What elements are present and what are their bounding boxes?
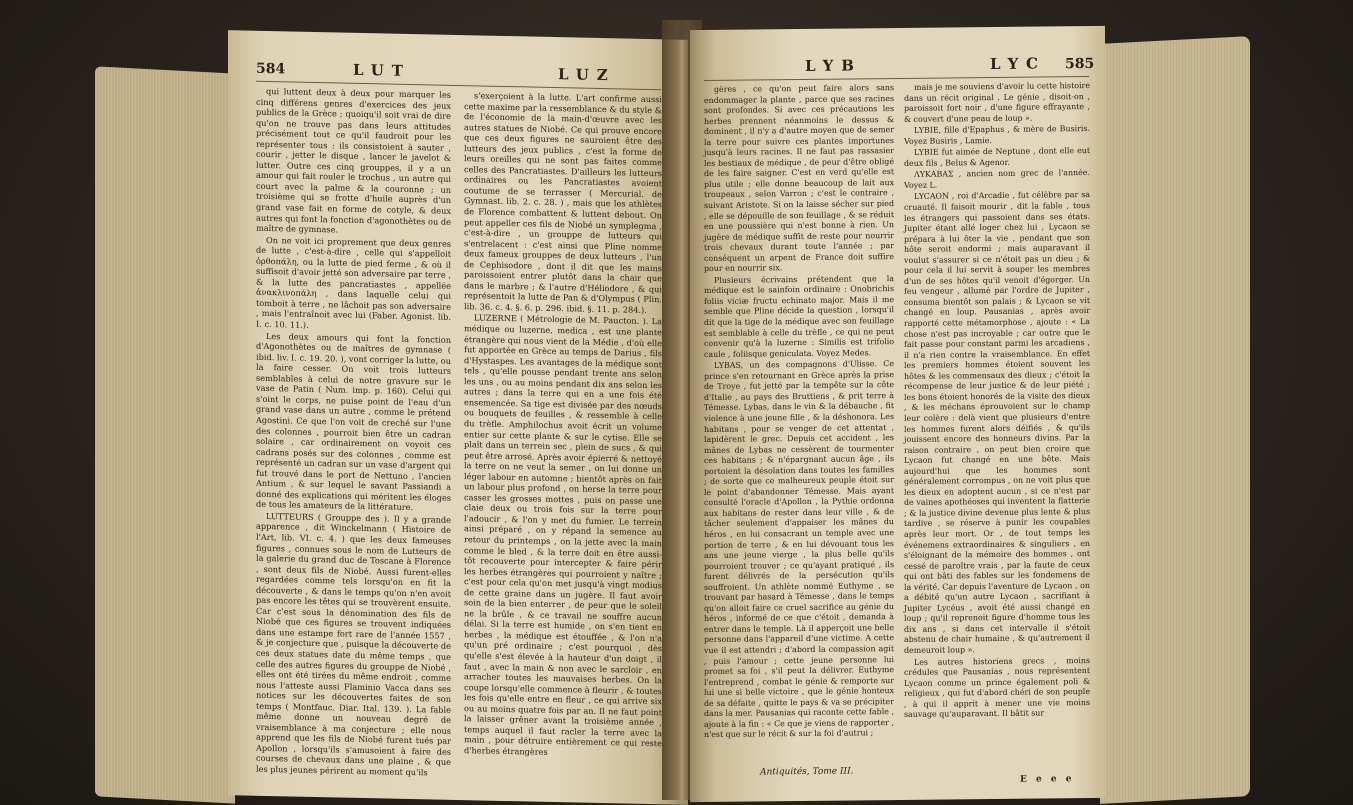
paragraph: s'exerçoient à la lutte. L'art confirme aussi cette maxime par la ressemblance & du style & de l'économie de la main-d'œuvre avec les autres statues de Niobé. Ce qui prouve encore que ces deux figures ne sauroient être des lutteurs des jeux publics , c'est la forme de leurs oreilles qui ne sont pas faites comme celles des Pancratiastes. D'ailleurs les lutteurs ordinaires ou les Pancratiastes avoient coutume de se terrasser ( Mercurial. de Gymnast. lib. 2. c. 28. ) , mais que les athlètes de Florence combattent & luttent debout. On peut appeller ces fils de Niobé un symplegma , c'est-à-dire , un grouppe de lutteurs qui s'entrelacent : c'est ainsi que Pline nomme deux fameux grouppes de deux lutteurs , l'un de Cephisodore , dont il dit que les mains paroissoient entrer plutôt dans la chair que dans le marbre ; & l'autre d'Héliodore , & qui représentoit la lutte de Pan & d'Olympus ( Plin. lib. 36. c. 4. §. 6. p. 296. ibid. §. 11. p. 284.).: [464, 90, 662, 315]
paragraph: ΛΥΚΑΒΑΣ , ancien nom grec de l'année. Voyez L.: [904, 168, 1090, 190]
page-number-right: 585: [1065, 55, 1095, 73]
headword-left-2: LUZ: [558, 65, 616, 85]
signature-mark: E e e e: [1020, 774, 1075, 785]
paragraph: mais je me souviens d'avoir lu cette histoire dans un récit original . Le génie , disoit-on , paroissoit fort noir , d'une figure effrayante , & couvert d'une peau de loup ».: [904, 80, 1090, 124]
right-page: [690, 26, 1105, 802]
paragraph: LYBIE fut aimée de Neptune , dont elle eut deux fils , Belus & Agenor.: [904, 146, 1090, 168]
right-column-2: [904, 81, 1090, 722]
left-page-edges: [95, 66, 235, 803]
paragraph: Plusieurs écrivains prétendent que la médique est le sainfoin ordinaire : Onobrichis foliis viciæ fructu echinato major. Mais il me semble que Pline décide la question , lorsqu'il dit que la tige de la médique avec son feuillage est semblable à celle du trèfle , ce qui ne peut convenir qu'à la luzerne : Similis est trifolio caule , foliisque geniculata. Voyez Medes.: [704, 273, 894, 359]
paragraph: LUTTEURS ( Grouppe des ). Il y a grande apparence , dit Winckelmann ( Histoire de l'Art, lib. VI. c. 4. ) que les deux fameuses figures , connues sous le nom de Lutteurs de la galerie du grand duc de Toscane à Florence , sont deux fils de Niobé. Aussi furent-elles regardées comme tels lorsqu'on en fit la découverte , & dans le temps qu'on n'en avoit pas encore les têtes qui se trouvèrent ensuite. Car c'est sous la dénomination des fils de Niobé que ces figures se trouvent indiquées dans une estampe fort rare de l'année 1557 , & je conjecture que , puisque la découverte de ces deux statues date du même temps , que celle des autres figures du grouppe de Niobé , elles ont été tirées du même endroit , comme nous l'atteste aussi Flaminio Vacca dans ses notices sur les découvertes faites de son temps ( Montfauc. Diar. Ital. 139. ). La fable même donne un nouveau degré de vraisemblance à ma conjecture ; elle nous apprend que les fils de Niobé furent tués par Apollon , lorsqu'ils s'amusoient à faire des courses de chevaux dans une plaine , & que les plus jeunes périrent au moment qu'ils: [256, 510, 451, 778]
right-column-1: [704, 83, 894, 742]
paragraph: LYBAS, un des compagnons d'Ulisse. Ce prince s'en retournant en Grèce après la prise de Troye , fut jetté par la tempête sur la côte d'Italie , au pays des Bruttiens , & prit terre à Témesse. Lybas, dans le vin & la débauche , fit violence à une jeune fille , & la déshonora. Les habitans , pour se venger de cet attentat , lapidèrent le grec. Depuis cet accident , les mânes de Lybas ne cessèrent de tourmenter ces habitans ; & n'épargnant aucun âge , ils portoient la désolation dans toutes les familles ; de sorte que ce malheureux peuple étoit sur le point d'abandonner Témesse. Mais ayant consulté l'oracle d'Apollon , la Pythie ordonna aux habitans de rester dans leur ville , & de tâcher seulement d'appaiser les mânes du héros , en lui consacrant un temple avec une portion de terre , & en lui dévouant tous les ans une jeune vierge , la plus belle qu'ils pourroient trouver ; ce qu'ayant pratiqué , ils furent délivrés de la persécution qu'ils souffroient. Un athlète nommé Euthyme , se trouvant par hasard à Témesse , dans le temps qu'on alloit faire ce cruel sacrifice au génie du héros , informé de ce que c'étoit , demanda à entrer dans le temple. Là il apperçoit une belle personne dans l'appareil d'une victime. A cette vue il est attendri ; d'abord la compassion agit , puis l'amour ; cette jeune personne lui promet sa foi , s'il peut la délivrer. Euthyme l'entreprend , combat le génie & remporte sur lui une si belle victoire , que le génie honteux de sa défaite , quitte le pays & va se précipiter dans la mer. Pausanias qui raconte cette fable , ajoute à la fin : « Ce que je viens de rapporter , n'est que sur le récit & sur la foi d'autrui ;: [704, 359, 894, 740]
headword-right-1: LYB: [805, 56, 862, 75]
header-rule: [704, 76, 1089, 81]
paragraph: Les deux amours qui font la fonction d'Agonothètes ou de maîtres de gymnase ( ibid. liv. I. c. 19. 20. ), vont corriger la lutte, ou la faire cesser. On voit trois lutteurs semblables à celui de notre gravure sur le vase de Patin ( Num. imp. p. 160). Celui qui s'oint le corps, ne puise point de l'eau d'un grand vase dans un autre , comme le prétend Agostini. Ce que l'on voit de creché sur l'une des colonnes , pourroit bien être un cadran solaire , car ordinairement on voyoit ces cadrans posés sur des colonnes , comme est représenté un cadran sur un vase d'argent qui fut trouvé dans le port de Nettuno , l'ancien Antium , & sur lequel le savant Passiandi a donné des explications qui méritent les éloges de tous les amateurs de la littérature.: [256, 330, 452, 513]
left-column-1: [256, 86, 451, 780]
paragraph: LYCAON , roi d'Arcadie , fut célèbre par sa cruauté. Il faisoit mourir , dit la fable , tous les étrangers qui passoient dans ses états. Jupiter étant allé loger chez lui , Lycaon se prépara à lui ôter la vie , pendant que son hôte seroit endormi ; mais auparavant il voulut s'assurer si ce n'étoit pas un dieu ; & pour cela il lui servit à souper les membres d'un de ses hôtes qu'il venoit d'égorger. Un feu vengeur , allumé par l'ordre de Jupiter , consuma bientôt son palais ; & Lycaon se vit changé en loup. Pausanias , après avoir rapporté cette métamorphose , ajoute : « La chose n'est pas incroyable ; car outre que le fait passe pour constant parmi les arcadiens , il n'a rien contre la vraisemblance. En effet les premiers hommes étoient souvent les hôtes & les commensaux des dieux ; c'étoit la récompense de leur justice & de leur piété ; les bons étoient honorés de la visite des dieux , & les méchans éprouvoient sur le champ leur colère : delà vient que plusieurs d'entre les hommes furent alors déifiés , & qu'ils jouissent encore des honneurs divins. Par la raison contraire , on peut bien croire que Lycaon fut changé en une bête. Mais aujourd'hui que les hommes sont généralement corrompus , on ne voit plus que les dieux en adoptent aucun , si ce n'est par de vaines apothéoses qui inventent la flatterie ; & la justice divine devenue plus lente & plus tardive , se réserve à punir les coupables après leur mort. Or , de tout temps les événemens extraordinaires & singuliers , en s'éloignant de la mémoire des hommes , ont cessé de paroître vrais , par la faute de ceux qui ont bâti des fables sur les fondemens de la vérité. Car depuis l'aventure de Lycaon , on a débité qu'un autre Lycaon , sacrifiant à Jupiter Lycéus , avoit été aussi changé en loup ; qu'il reprenoit figure d'homme tous les dix ans , si dans cet intervalle il s'étoit abstenu de chair humaine , & qu'autrement il demeuroit loup ».: [904, 190, 1090, 655]
paragraph: qui luttent deux à deux pour marquer les cinq différens genres d'exercices des jeux publics de la Grèce ; quoiqu'il soit vrai de dire qu'on ne trouve pas dans leurs attitudes précisément tout ce qu'il faudroit pour les représenter tous : ils consistoient à sauter , courir , jetter le disque , lancer le javelot & lutter. Outre ces cinq grouppes, il y a un amour qui fait rouler le trochus , un autre qui court avec la palme & la couronne ; un troisième qui se frotte d'huile auprès d'un grand vase fait en forme de cotyle, & deux autres qui font la fonction d'agonothètes ou de maître de gymnase.: [256, 85, 451, 235]
left-page: [228, 30, 688, 805]
paragraph: gères , ce qu'on peut faire alors sans endommager la plante , parce que ses racines sont profondes. Si avec ces précautions les herbes prennent néanmoins le dessus & dominent , il n'y a d'autre moyen que de semer la terre pour suivre ces plantes importunes jusqu'à leurs racines. Il ne faut pas rassasier les bestiaux de médique , de peur d'être obligé de les faire saigner. C'est en verd qu'elle est plus utile ; elle donne beaucoup de lait aux troupeaux , selon Varron ; c'est le contraire , suivant Aristote. Si on la laisse sécher sur pied , elle se dépouille de son feuillage , & se réduit en une poussière qui n'est bonne à rien. Un jugère de médique suffit de reste pour nourrir trois chevaux durant toute l'année ; par conséquent un arpent de France doit suffire pour en nourrir six.: [704, 83, 894, 274]
left-column-2: [464, 90, 662, 761]
headword-right-2: LYC: [990, 54, 1046, 74]
footer-volume-title: Antiquités, Tome III.: [760, 766, 854, 778]
paragraph: Les autres historiens grecs , moins crédules que Pausanias , nous représentent Lycaon comme un prince également poli & religieux , qui fut d'abord chéri de son peuple , à qui il apprit à mener une vie moins sauvage qu'auparavant. Il bâtit sur: [904, 655, 1090, 720]
right-page-edges: [1100, 36, 1250, 804]
headword-left-1: LUT: [353, 60, 411, 81]
page-number-left: 584: [256, 60, 286, 78]
paragraph: LUZERNE ( Métrologie de M. Paucton. ). La médique ou luzerne, medica , est une plante étrangère qui nous vient de la Médie , d'où elle fut apportée en Grèce au temps de Darius , fils d'Hystaspes. Les avantages de la médique sont tels , qu'elle pousse pendant trente ans selon les uns , ou au moins pendant dix ans selon les autres ; dans la terre qui en a une fois été ensemencée. Sa tige est divisée par des nœuds ou bouquets de feuilles , & ressemble à celle du trèfle. Amphilochus avoit écrit un volume entier sur cette plante & sur le cytise. Elle se plaît dans un terrein sec , plein de sucs , & qui peut être arrosé. Après avoir épierré & nettoyé la terre on ne veut la semer , on lui donne un léger labour en automne ; bientôt après on fait un labour plus profond , on herse la terre pour casser les grosses mottes , puis on passe une claie deux ou trois fois sur la terre pour l'adoucir , & l'on y met du fumier. Le terrein ainsi préparé , on y répand la semence au retour du printemps , on la jette avec la main comme le bled , & la terre doit en être aussi-tôt recouverte pour intercepter & faire périr les herbes étrangères qui pourroient y naître ; c'est pour cela qu'on met jusqu'à vingt modius de cette graine dans un jugère. Il faut avoir soin de la bien enterrer , de peur que le soleil ne la brûle , & ce travail ne souffre aucun délai. Si la terre est humide , on s'en tient en herbes , la médique est étouffée , & l'on n'a qu'un pré ordinaire ; c'est pourquoi , dès qu'elle s'est élevée à la hauteur d'un doigt , il faut , avec la main & non avec le sarcloir , en arracher toutes les mauvaises herbes. On la coupe lorsqu'elle commence à fleurir , & toutes les fois qu'elle entre en fleur , ce qui arrive six ou au moins quatre fois par an. Il ne faut point la laisser grêner avant la troisième année , temps auquel il faut racler la terre avec la main , pour détruire entièrement ce qui reste d'herbes étrangères: [464, 312, 662, 757]
paragraph: On ne voit ici proprement que deux genres de lutte , c'est-à-dire , celle qui s'appelloit ὀρθοπάλη, ou la lutte de pied ferme , & où il suffisoit d'avoir jetté son adversaire par terre , & la lutte des pancratiastes , appellée ἀνακλινοπάλη , dans laquelle celui qui tomboit à terre , ne lâchoit pas son adversaire , mais l'entraînoit avec lui (Faber. Agonist. lib. I. c. 10. 11.).: [256, 234, 451, 330]
paragraph: LYBIE, fille d'Epaphus , & mère de Busiris. Voyez Busiris , Lamie.: [904, 124, 1090, 146]
